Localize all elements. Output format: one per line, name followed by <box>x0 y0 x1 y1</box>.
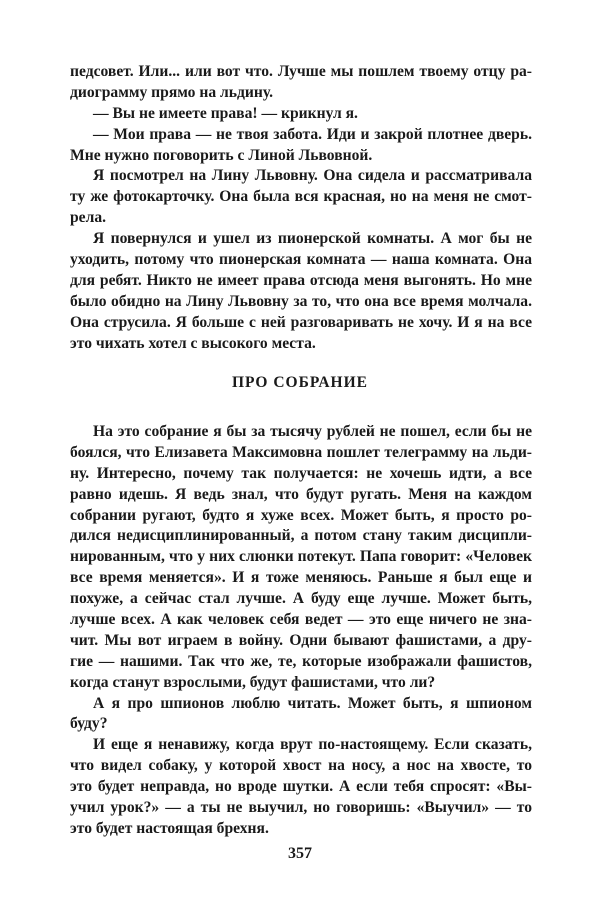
text-line: диограмму прямо на льдину. <box>70 83 274 101</box>
text-line: это чихать хотел с высокого места. <box>70 334 316 352</box>
chapter-heading: ПРО СОБРАНИЕ <box>232 374 368 391</box>
text-line: дился недисциплинированный, а потом стану таким дисципли- <box>70 527 532 545</box>
text-line: — Мои права — не твоя забота. Иди и закрой плотнее дверь. <box>93 125 532 143</box>
text-line: Я посмотрел на Лину Львовну. Она сидела и рассматривала <box>93 167 532 185</box>
text-line: ту же фотокарточку. Она была вся красная, но на меня не смот- <box>70 188 532 206</box>
text-line: буду? <box>70 715 108 733</box>
paragraph <box>70 735 532 839</box>
paragraph <box>70 62 532 104</box>
section-pro-sobranie-text <box>70 422 532 840</box>
paragraph <box>70 166 532 229</box>
paragraph <box>70 694 532 736</box>
section-previous-text <box>70 62 532 354</box>
paragraph <box>70 104 532 125</box>
text-line: это будет настоящая брехня. <box>70 819 269 837</box>
text-line: лучше всех. А как человек себя ведет — это еще ничего не зна- <box>70 611 532 629</box>
text-line: все время меняется». И я тоже меняюсь. Раньше я был еще и <box>70 569 532 587</box>
text-line: чит. Мы вот играем в войну. Одни бывают фашистами, а дру- <box>70 631 532 649</box>
text-line: что видел собаку, у которой хвост на носу, а нос на хвосте, то <box>70 757 532 775</box>
text-line: собрании ругают, будто я хуже всех. Может быть, я просто ро- <box>70 506 532 524</box>
paragraph <box>70 229 532 354</box>
page-number: 357 <box>288 845 312 862</box>
text-line: учил урок?» — а ты не выучил, но говоришь: «Выучил» — то <box>70 799 532 817</box>
text-line: уходить, потому что пионерская комната — наша комната. Она <box>70 251 532 269</box>
text-line: нированным, что у них слюнки потекут. Папа говорит: «Человек <box>70 548 532 566</box>
text-line: На это собрание я бы за тысячу рублей не пошел, если бы не <box>93 423 532 440</box>
text-line: когда станут взрослыми, будут фашистами, что ли? <box>70 673 436 691</box>
text-line: Я повернулся и ушел из пионерской комнаты. А мог бы не <box>93 230 532 248</box>
text-line: равно идешь. Я ведь знал, что будут ругать. Меня на каждом <box>70 485 532 503</box>
text-line: гие — нашими. Так что же, те, которые изображали фашистов, <box>70 652 532 670</box>
text-line: И еще я ненавижу, когда врут по-настоящему. Если сказать, <box>93 736 532 754</box>
text-line: Мне нужно поговорить с Линой Львовной. <box>70 146 373 164</box>
text-line: Она струсила. Я больше с ней разговаривать не хочу. И я на все <box>70 313 532 331</box>
text-line: педсовет. Или... или вот что. Лучше мы пошлем твоему отцу ра- <box>70 63 532 80</box>
text-line: рела. <box>70 209 107 227</box>
text-line: ну. Интересно, почему так получается: не хочешь идти, а все <box>70 464 532 482</box>
text-line: — Вы не имеете права! — крикнул я. <box>93 104 358 122</box>
text-line: похуже, а сейчас стал лучше. А буду еще лучше. Может быть, <box>70 590 532 608</box>
text-line: боялся, что Елизавета Максимовна пошлет телеграмму на льди- <box>70 443 532 461</box>
paragraph <box>70 125 532 167</box>
paragraph <box>70 422 532 694</box>
text-line: А я про шпионов люблю читать. Может быть, я шпионом <box>93 694 532 712</box>
text-line: было обидно на Лину Львовну за то, что она все время молчала. <box>70 292 532 310</box>
text-line: это будет неправда, но вроде шутки. А если тебя спросят: «Вы- <box>70 778 532 796</box>
text-line: для ребят. Никто не имеет права отсюда меня выгонять. Но мне <box>70 271 532 289</box>
